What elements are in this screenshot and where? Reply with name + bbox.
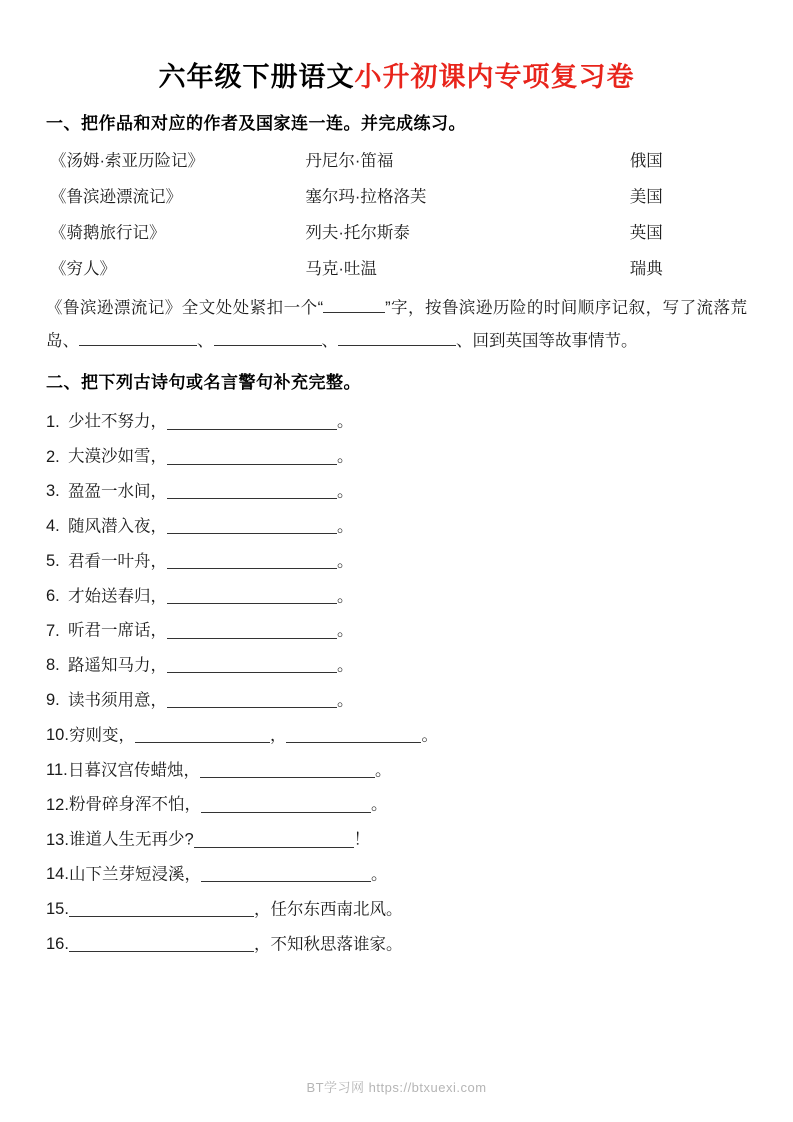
work-title: 《穷人》 [50,260,116,279]
item-number: 11. [46,760,68,779]
fill-blank[interactable] [69,899,254,917]
paragraph-part-6: 回到英国等故事情节。 [472,332,638,351]
work-title: 《汤姆·索亚历险记》 [50,152,204,171]
list-item [46,682,747,717]
fill-blank[interactable] [338,329,456,347]
fill-blank[interactable] [135,725,270,743]
item-number: 8. [46,656,60,675]
work-title: 《骑鹅旅行记》 [50,224,166,243]
item-text: 随风潜入夜， [68,517,167,536]
country-name: 英国 [629,224,663,243]
list-item [46,508,747,543]
fill-blank[interactable] [200,760,375,778]
item-tail: 。 [337,447,354,466]
item-tail: 。 [370,865,388,884]
list-item [46,403,747,438]
item-tail: 。 [337,412,354,431]
fill-blank[interactable] [194,829,354,847]
match-table [46,144,747,288]
item-tail: 。 [337,586,354,605]
item-number: 10. [46,726,69,745]
author-name: 丹尼尔·笛福 [305,152,394,171]
item-text: 山下兰芽短浸溪， [68,865,201,884]
item-number: 4. [46,517,60,536]
item-number: 3. [46,482,60,501]
fill-blank[interactable] [167,655,337,673]
fill-blank[interactable] [201,864,371,882]
fill-blank[interactable] [167,551,337,569]
item-text: 读书须用意， [68,691,167,710]
fill-blank[interactable] [167,690,337,708]
item-tail: 。 [337,552,354,571]
fill-blank[interactable] [167,446,337,464]
item-number: 1. [46,412,60,431]
item-number: 9. [46,691,60,710]
list-item [46,473,747,508]
fill-blank[interactable] [201,794,371,812]
page-title-red: 小升初课内专项复习卷 [354,62,635,92]
list-item [46,578,747,613]
list-item [46,647,747,682]
item-text: 盈盈一水间， [68,482,167,501]
item-tail: 。 [370,795,388,814]
paragraph-part-4: 、 [321,332,338,351]
list-item [46,752,747,787]
footer-watermark: BT学习网 https://btxuexi.com [306,1080,487,1095]
list-item [46,786,747,821]
fill-blank[interactable] [79,329,197,347]
item-tail: 。 [337,621,354,640]
list-item [46,612,747,647]
country-name: 俄国 [629,152,663,171]
item-tail: 。 [337,517,354,536]
section-1-heading: 一、把作品和对应的作者及国家连一连。并完成练习。 [46,114,466,134]
item-number: 5. [46,552,60,571]
work-title: 《鲁滨逊漂流记》 [50,188,182,207]
list-item [46,438,747,473]
page-title [46,60,747,95]
fill-blank[interactable] [167,620,337,638]
list-item [46,926,747,961]
item-text: 粉骨碎身浑不怕， [68,795,201,814]
table-row [46,252,747,288]
item-text: 穷则变， [68,726,135,745]
item-tail-2: 。 [421,726,438,745]
list-item [46,717,747,752]
item-number: 2. [46,447,60,466]
paragraph-part-1: 《鲁滨逊漂流记》全文处处紧扣一个“ [46,299,324,318]
author-name: 塞尔玛·拉格洛芙 [305,188,427,207]
list-item [46,821,747,856]
item-tail: 。 [375,760,392,779]
fill-blank[interactable] [167,411,337,429]
item-text: 日暮汉宫传蜡烛， [68,760,200,779]
fill-blank[interactable] [214,329,322,347]
item-number: 13. [46,830,69,849]
fill-blank[interactable] [167,586,337,604]
item-number: 7. [46,621,60,640]
item-number: 12. [46,795,69,814]
section-2-heading: 二、把下列古诗句或名言警句补充完整。 [46,373,361,393]
list-item [46,891,747,926]
item-text: 听君一席话， [68,621,167,640]
paragraph-part-3: 、 [197,332,214,351]
author-name: 马克·吐温 [305,260,377,279]
fill-blank[interactable] [167,516,337,534]
list-item [46,856,747,891]
item-text: 君看一叶舟， [68,552,167,571]
item-text: 大漠沙如雪， [68,447,167,466]
paragraph-part-2: ”字，按鲁滨逊历险的时间顺序记叙，写了流落荒岛、 [46,299,747,351]
paragraph-part-5: 、 [456,332,473,351]
item-number: 15. [46,900,69,919]
item-text: 路遥知马力， [68,656,167,675]
item-tail: 。 [337,691,354,710]
question-list [46,403,747,960]
fill-blank[interactable] [286,725,421,743]
list-item [46,543,747,578]
table-row [46,216,747,252]
item-tail: ，任尔东西南北风。 [253,900,403,919]
table-row [46,180,747,216]
item-tail: 。 [337,482,354,501]
fill-blank[interactable] [69,934,254,952]
item-text: 才始送春归， [68,586,167,605]
item-number: 6. [46,586,60,605]
section-1-paragraph [46,292,747,358]
fill-blank[interactable] [323,296,385,314]
item-text: 少壮不努力， [68,412,167,431]
country-name: 瑞典 [629,260,663,279]
item-tail: ！ [353,830,371,849]
table-row [46,144,747,180]
item-number: 14. [46,865,69,884]
author-name: 列夫·托尔斯泰 [305,224,410,243]
item-tail: ， [269,726,287,745]
fill-blank[interactable] [167,481,337,499]
page-title-black: 六年级下册语文 [158,62,355,92]
item-tail: ，不知秋思落谁家。 [253,934,403,953]
country-name: 美国 [629,188,663,207]
item-number: 16. [46,934,69,953]
item-tail: 。 [337,656,354,675]
item-text: 谁道人生无再少? [68,830,194,849]
